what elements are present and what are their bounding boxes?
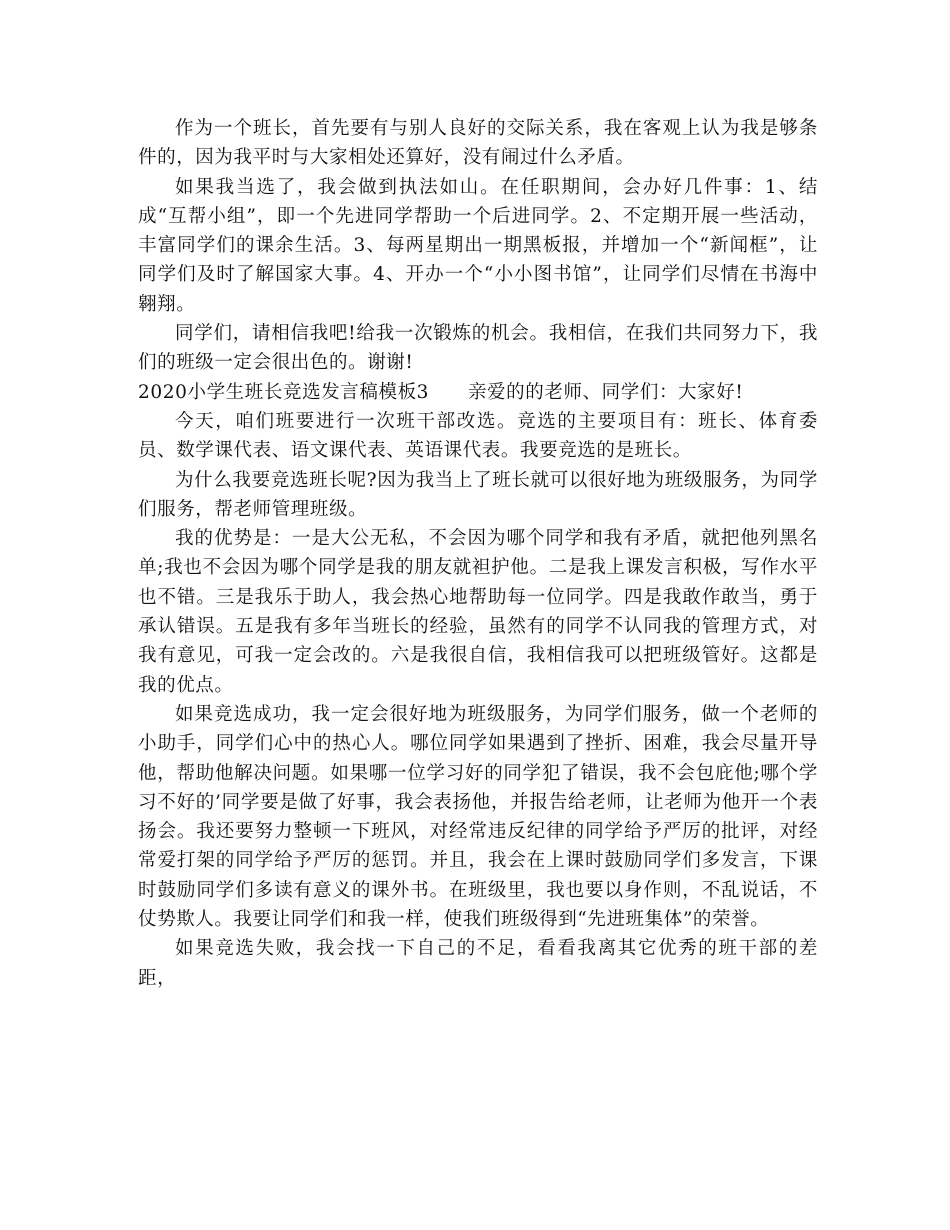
paragraph-intro: 今天，咱们班要进行一次班干部改选。竞选的主要项目有：班长、体育委员、数学课代表、语文课代表、英语课代表。我要竞选的是班长。	[138, 410, 818, 462]
paragraph-qualifications: 作为一个班长，首先要有与别人良好的交际关系，我在客观上认为我是够条件的，因为我平时与大家相处还算好，没有闹过什么矛盾。	[138, 118, 818, 169]
paragraph-closing: 同学们，请相信我吧!给我一次锻炼的机会。我相信，在我们共同努力下，我们的班级一定会很出色的。谢谢!	[138, 323, 818, 374]
section-greeting: 亲爱的的老师、同学们：大家好!	[467, 381, 744, 403]
document-body	[138, 114, 818, 993]
paragraph-if-fail: 如果竞选失败，我会找一下自己的不足，看看我离其它优秀的班干部的差距，	[138, 938, 818, 989]
paragraph-plans: 如果我当选了，我会做到执法如山。在任职期间，会办好几件事：1、结成“互帮小组”，即一个先进同学帮助一个后进同学。2、不定期开展一些活动，丰富同学们的课余生活。3、每两星期出一期黑板报，并增加一个“新闻框”，让同学们及时了解国家大事。4、开办一个“小小图书馆”，让同学们尽情在书海中翱翔。	[138, 176, 818, 315]
paragraph-reason: 为什么我要竞选班长呢?因为我当上了班长就可以很好地为班级服务，为同学们服务，帮老师管理班级。	[138, 469, 818, 520]
paragraph-if-success: 如果竞选成功，我一定会很好地为班级服务，为同学们服务，做一个老师的小助手，同学们心中的热心人。哪位同学如果遇到了挫折、困难，我会尽量开导他，帮助他解决问题。如果哪一位学习好的同学犯了错误，我不会包庇他;哪个学习不好的’同学要是做了好事，我会表扬他，并报告给老师，让老师为他开一个表扬会。我还要努力整顿一下班风，对经常违反纪律的同学给予严厉的批评，对经常爱打架的同学给予严厉的惩罚。并且，我会在上课时鼓励同学们多发言，下课时鼓励同学们多读有意义的课外书。在班级里，我也要以身作则，不乱说话，不仗势欺人。我要让同学们和我一样，使我们班级得到“先进班集体”的荣誉。	[138, 703, 818, 931]
section-heading-line	[138, 378, 818, 407]
section-title: 2020小学生班长竞选发言稿模板3	[138, 381, 430, 403]
paragraph-strengths: 我的优势是：一是大公无私，不会因为哪个同学和我有矛盾，就把他列黑名单;我也不会因为哪个同学是我的朋友就袒护他。二是我上课发言积极，写作水平也不错。三是我乐于助人，我会热心地帮助每一位同学。四是我敢作敢当，勇于承认错误。五是我有多年当班长的经验，虽然有的同学不认同我的管理方式，对我有意见，可我一定会改的。六是我很自信，我相信我可以把班级管好。这都是我的优点。	[138, 528, 818, 696]
